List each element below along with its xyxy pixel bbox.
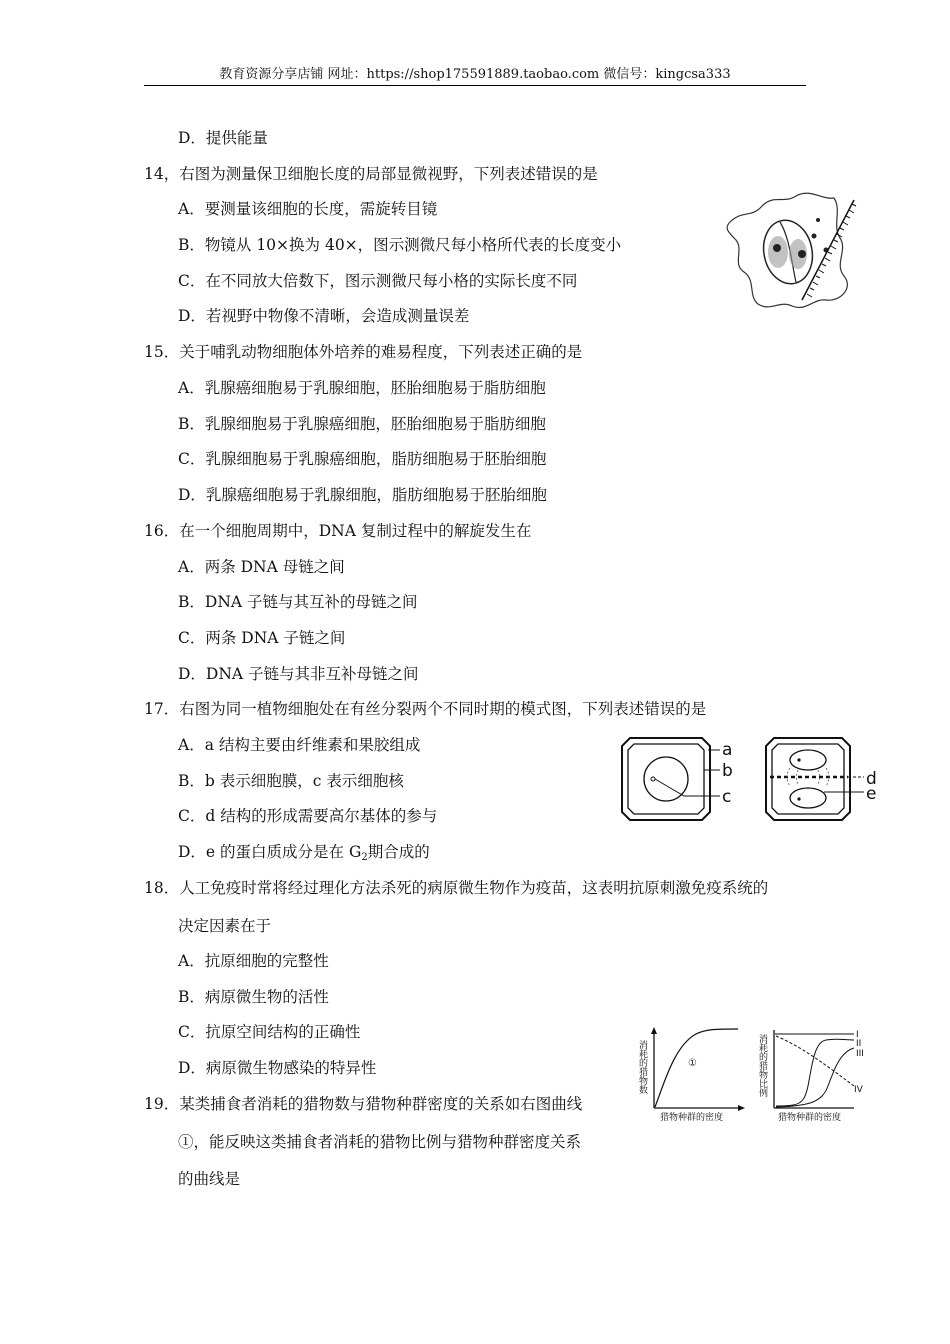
- label-b: b: [722, 761, 733, 781]
- q16-stem: 16．在一个细胞周期中，DNA 复制过程中的解旋发生在: [144, 522, 532, 540]
- label-e: e: [866, 784, 877, 804]
- q19-stem: 19．某类捕食者消耗的猎物数与猎物种群密度的关系如右图曲线: [144, 1095, 583, 1113]
- chart2-label-III: III: [856, 1049, 864, 1059]
- q17-option-d: D．e 的蛋白质成分是在 $G_2$期合成的: [178, 843, 430, 863]
- q14-option-c: C．在不同放大倍数下，图示测微尺每小格的实际长度不同: [178, 272, 578, 290]
- chart2-series-IV: [776, 1036, 854, 1086]
- chart2-series-II: [776, 1039, 854, 1106]
- q18-stem-cont: 决定因素在于: [178, 917, 272, 935]
- label-a: a: [722, 740, 733, 760]
- q19-stem-cont2: 的曲线是: [178, 1170, 241, 1188]
- chart2-label-II: II: [856, 1039, 862, 1049]
- chart2-xlabel: 猎物种群的密度: [778, 1113, 842, 1123]
- chart1-y-arrow: [651, 1027, 657, 1034]
- q18-option-b: B．病原微生物的活性: [178, 988, 329, 1006]
- q18-option-d: D．病原微生物感染的特异性: [178, 1059, 377, 1077]
- chart2-label-IV: IV: [854, 1085, 863, 1095]
- chart2-series-III: [776, 1048, 854, 1107]
- chart2-ylabel: 消耗的猎物比例: [757, 1034, 767, 1097]
- label-c: c: [722, 787, 732, 807]
- q19-chart-1: [630, 1026, 745, 1124]
- header-divider: [144, 85, 806, 86]
- q17-option-a: A．a 结构主要由纤维素和果胶组成: [178, 736, 421, 754]
- q14-guard-cell-figure: [722, 180, 862, 320]
- q19-stem-cont1: ①，能反映这类捕食者消耗的猎物比例与猎物种群密度关系: [178, 1133, 582, 1151]
- chart1-series-label: ①: [688, 1058, 697, 1069]
- q14-option-b: B．物镜从 10×换为 40×，图示测微尺每小格所代表的长度变小: [178, 236, 622, 254]
- label-d: d: [866, 769, 877, 789]
- chart1-xlabel: 猎物种群的密度: [660, 1113, 724, 1123]
- q17-option-b: B．b 表示细胞膜，c 表示细胞核: [178, 772, 404, 790]
- q17-stem: 17．右图为同一植物细胞处在有丝分裂两个不同时期的模式图，下列表述错误的是: [144, 700, 707, 718]
- chart2-label-I: I: [856, 1030, 859, 1040]
- q14-option-d: D．若视野中物像不清晰，会造成测量误差: [178, 307, 470, 325]
- q14-stem: 14，右图为测量保卫细胞长度的局部显微视野，下列表述错误的是: [144, 165, 598, 183]
- q15-option-b: B．乳腺细胞易于乳腺癌细胞，胚胎细胞易于脂肪细胞: [178, 415, 546, 433]
- chart1-x-arrow: [738, 1105, 745, 1111]
- q15-option-a: A．乳腺癌细胞易于乳腺细胞，胚胎细胞易于脂肪细胞: [178, 379, 546, 397]
- q18-option-a: A．抗原细胞的完整性: [178, 952, 329, 970]
- chart1-ylabel: 消耗的猎物数: [637, 1040, 647, 1094]
- q17-mitosis-figure: [618, 732, 888, 824]
- q15-option-d: D．乳腺癌细胞易于乳腺细胞，脂肪细胞易于胚胎细胞: [178, 486, 547, 504]
- page-header: 教育资源分享店铺 网址：https://shop175591889.taobao.com 微信号：kingcsa333: [219, 67, 731, 82]
- q15-stem: 15．关于哺乳动物细胞体外培养的难易程度，下列表述正确的是: [144, 343, 583, 361]
- q17-option-c: C．d 结构的形成需要高尔基体的参与: [178, 807, 438, 825]
- q18-option-c: C．抗原空间结构的正确性: [178, 1023, 361, 1041]
- q13-option-d: D．提供能量: [178, 129, 268, 147]
- q16-option-c: C．两条 DNA 子链之间: [178, 629, 346, 647]
- q14-option-a: A．要测量该细胞的长度，需旋转目镜: [178, 200, 438, 218]
- q18-stem: 18．人工免疫时常将经过理化方法杀死的病原微生物作为疫苗，这表明抗原刺激免疫系统的: [144, 879, 769, 897]
- q19-chart-2: [750, 1026, 880, 1124]
- q15-option-c: C．乳腺细胞易于乳腺癌细胞，脂肪细胞易于胚胎细胞: [178, 450, 547, 468]
- q16-option-d: D．DNA 子链与其非互补母链之间: [178, 665, 419, 683]
- q16-option-b: B．DNA 子链与其互补的母链之间: [178, 593, 418, 611]
- q16-option-a: A．两条 DNA 母链之间: [178, 558, 345, 576]
